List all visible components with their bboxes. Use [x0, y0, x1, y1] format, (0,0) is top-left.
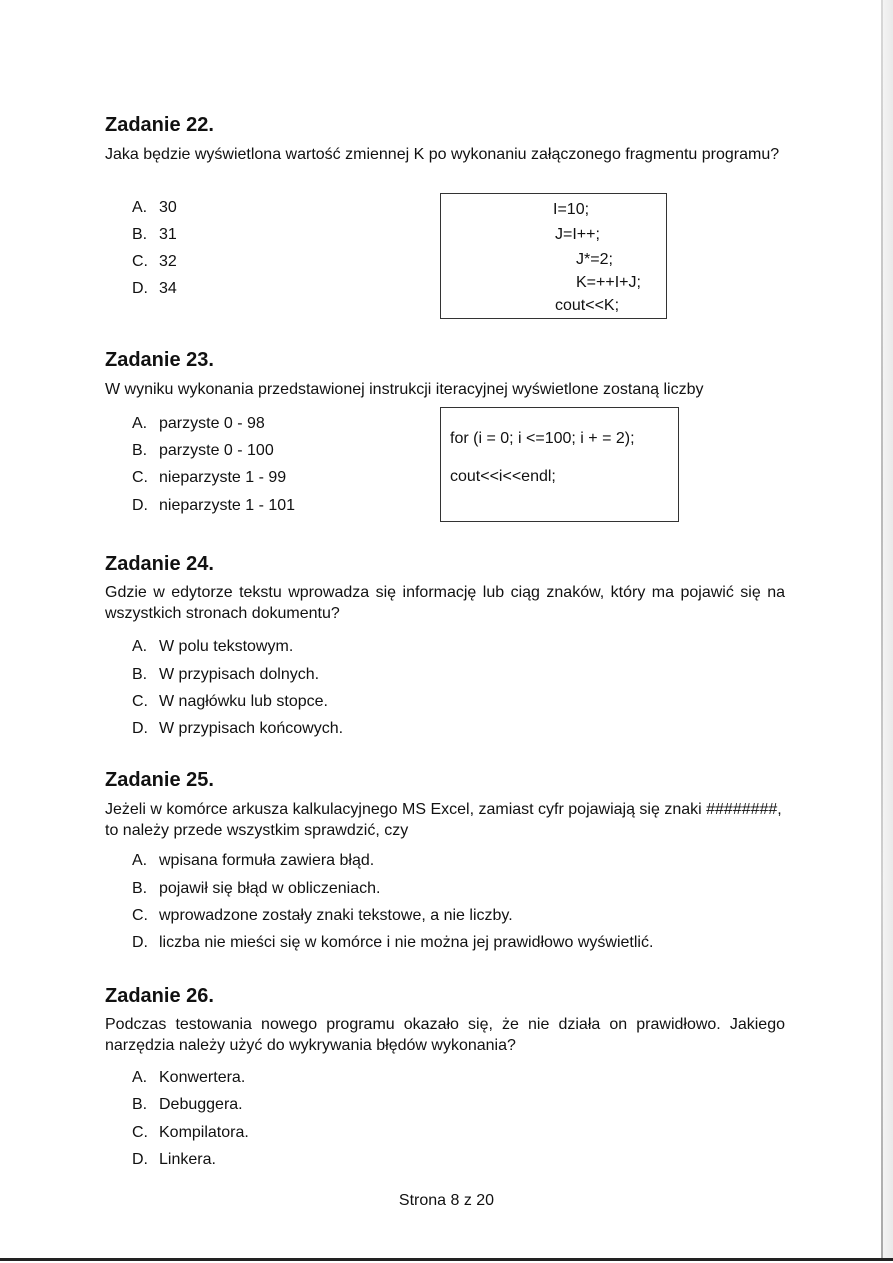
- option-text: 30: [159, 199, 177, 216]
- option-letter: B.: [132, 226, 148, 243]
- task-title: Zadanie 24.: [105, 553, 214, 575]
- option-letter: B.: [132, 666, 148, 683]
- code-line: cout<<K;: [555, 297, 620, 314]
- option-letter: C.: [132, 693, 148, 710]
- answer-option: [132, 719, 343, 739]
- option-letter: D.: [132, 934, 148, 951]
- code-line: cout<<i<<endl;: [450, 468, 556, 485]
- answer-option: [132, 1150, 216, 1170]
- option-text: W przypisach dolnych.: [159, 666, 320, 683]
- option-letter: D.: [132, 497, 148, 514]
- option-text: wprowadzone zostały znaki tekstowe, a nie liczby.: [159, 907, 513, 924]
- option-text: Debuggera.: [159, 1096, 243, 1113]
- option-letter: C.: [132, 253, 148, 270]
- code-line: K=++I+J;: [576, 274, 641, 291]
- task-title: Zadanie 23.: [105, 349, 214, 371]
- option-letter: C.: [132, 469, 148, 486]
- answer-option: [132, 665, 319, 685]
- answer-option: [132, 692, 328, 712]
- answer-option: [132, 279, 177, 299]
- code-line: for (i = 0; i <=100; i + = 2);: [450, 430, 635, 447]
- answer-option: [132, 637, 293, 657]
- option-letter: A.: [132, 415, 148, 432]
- option-letter: D.: [132, 280, 148, 297]
- code-box: [440, 193, 667, 319]
- answer-option: [132, 879, 380, 899]
- answer-option: [132, 1068, 245, 1088]
- option-text: W nagłówku lub stopce.: [159, 693, 328, 710]
- answer-option: [132, 225, 177, 245]
- task-question: Jaka będzie wyświetlona wartość zmiennej K po wykonaniu załączonego fragmentu programu?: [105, 146, 780, 163]
- answer-option: [132, 1123, 249, 1143]
- option-letter: A.: [132, 638, 148, 655]
- task-title: Zadanie 25.: [105, 769, 214, 791]
- task-title: Zadanie 22.: [105, 114, 214, 136]
- option-text: liczba nie mieści się w komórce i nie można jej prawidłowo wyświetlić.: [159, 934, 654, 951]
- option-text: 34: [159, 280, 177, 297]
- option-text: Linkera.: [159, 1151, 216, 1168]
- option-letter: A.: [132, 1069, 148, 1086]
- answer-option: [132, 496, 295, 516]
- page-bottom-border: [0, 1258, 893, 1261]
- option-text: 32: [159, 253, 177, 270]
- option-text: pojawił się błąd w obliczeniach.: [159, 880, 381, 897]
- answer-option: [132, 1095, 243, 1115]
- option-text: parzyste 0 - 98: [159, 415, 265, 432]
- task-question: Gdzie w edytorze tekstu wprowadza się informację lub ciąg znaków, który ma pojawić się na wszystkich stronach dokumentu?: [105, 584, 785, 622]
- code-line: J*=2;: [576, 251, 613, 268]
- answer-option: [132, 252, 177, 272]
- option-text: Kompilatora.: [159, 1124, 249, 1141]
- option-letter: B.: [132, 880, 148, 897]
- option-text: Konwertera.: [159, 1069, 246, 1086]
- answer-option: [132, 933, 653, 953]
- code-box: [440, 407, 679, 522]
- code-line: I=10;: [553, 201, 590, 218]
- option-letter: C.: [132, 907, 148, 924]
- task-question: W wyniku wykonania przedstawionej instrukcji iteracyjnej wyświetlone zostaną liczby: [105, 381, 704, 398]
- option-letter: D.: [132, 1151, 148, 1168]
- option-letter: C.: [132, 1124, 148, 1141]
- answer-option: [132, 441, 274, 461]
- scan-edge-shade: [883, 0, 893, 1258]
- page-number: Strona 8 z 20: [398, 1192, 495, 1209]
- answer-option: [132, 198, 177, 218]
- option-letter: B.: [132, 442, 148, 459]
- answer-option: [132, 851, 374, 871]
- answer-option: [132, 468, 286, 488]
- option-text: nieparzyste 1 - 99: [159, 469, 287, 486]
- answer-option: [132, 906, 513, 926]
- option-text: W przypisach końcowych.: [159, 720, 344, 737]
- option-text: W polu tekstowym.: [159, 638, 294, 655]
- option-text: nieparzyste 1 - 101: [159, 497, 296, 514]
- option-text: wpisana formuła zawiera błąd.: [159, 852, 375, 869]
- task-question: Jeżeli w komórce arkusza kalkulacyjnego MS Excel, zamiast cyfr pojawiają się znaki ########, to należy przede wszystkim sprawdzić, czy: [105, 801, 782, 839]
- option-letter: A.: [132, 852, 148, 869]
- answer-option: [132, 414, 265, 434]
- option-text: 31: [159, 226, 177, 243]
- task-question: Podczas testowania nowego programu okazało się, że nie działa on prawidłowo. Jakiego narzędzia należy użyć do wykrywania błędów wykonania?: [105, 1016, 785, 1054]
- task-title: Zadanie 26.: [105, 985, 214, 1007]
- option-letter: B.: [132, 1096, 148, 1113]
- code-line: J=I++;: [555, 226, 600, 243]
- page-edge-line: [881, 0, 883, 1258]
- option-letter: D.: [132, 720, 148, 737]
- option-text: parzyste 0 - 100: [159, 442, 274, 459]
- option-letter: A.: [132, 199, 148, 216]
